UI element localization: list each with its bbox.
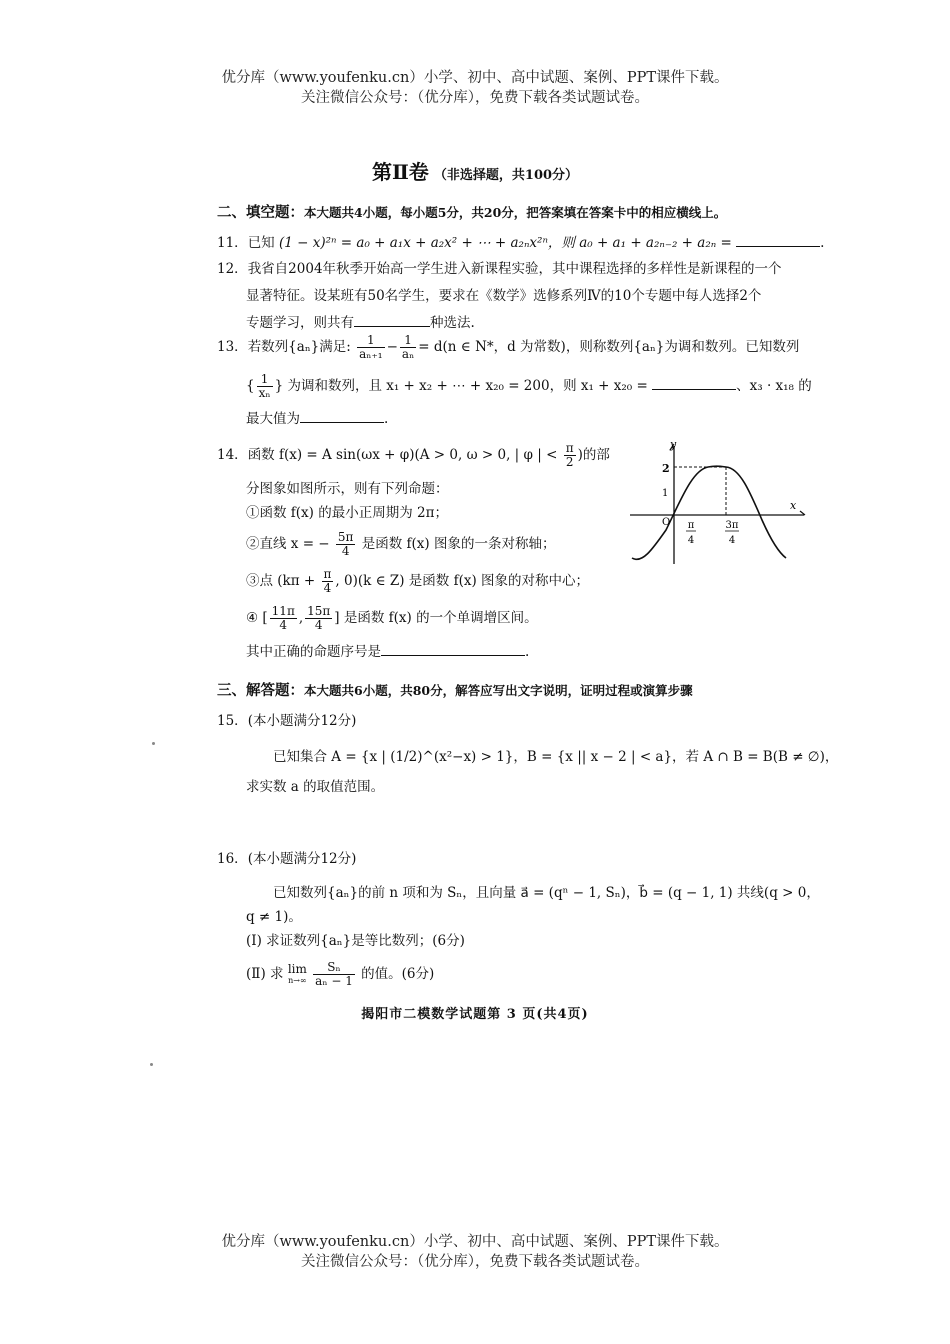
part3-desc: 本大题共6小题，共80分，解答应写出文字说明，证明过程或演算步骤 — [304, 683, 693, 698]
graph-y-label: y — [670, 440, 677, 451]
q11-answer-blank[interactable] — [736, 246, 820, 247]
q16-fraction: $\frac{\text{Sₙ}}{\text{aₙ − 1}}$ — [315, 960, 353, 988]
q13-number: 13． — [217, 339, 248, 355]
q12-line2: 显著特征。设某班有50名学生，要求在《数学》选修系列Ⅳ的10个专题中每人选择2个 — [246, 288, 762, 304]
q13-text-b: = d(n ∈ N*，d 为常数)，则称数列{aₙ}为调和数列。已知数列 — [418, 339, 800, 355]
q16-line1: 已知数列{aₙ}的前 n 项和为 Sₙ，且向量 a⃗ = (qⁿ − 1, Sₙ)，b⃗ = (q − 1, 1) 共线(q > 0， — [273, 885, 820, 901]
q13-tail: . — [384, 411, 389, 427]
question-16 — [217, 849, 820, 988]
question-12 — [217, 259, 782, 333]
q16-score: (本小题满分12分) — [247, 851, 357, 867]
q12-line1: 我省自2004年秋季开始高一学生进入新课程实验，其中课程选择的多样性是新课程的一个 — [247, 261, 782, 277]
q15-text: 已知集合 A = {x | (1/2)^(x²−x) > 1}，B = {x || x − 2 | < a}，若 A ∩ B = B(B ≠ ∅)， — [273, 749, 839, 765]
q13-text-a: 若数列{aₙ}满足: — [247, 339, 351, 355]
q13-fraction-3: $\frac{1}{\text{xₙ}}$ — [258, 372, 271, 400]
q13-minus: − — [386, 339, 398, 355]
q13-text-d: 、x₃ · x₁₈ 的 — [736, 378, 812, 394]
q16-limit: lim n→∞ — [287, 961, 307, 985]
graph-origin: O — [662, 517, 671, 528]
watermark-footer-line-2: 关注微信公众号：（优分库），免费下载各类试题试卷。 — [301, 1254, 649, 1270]
q13-fraction-2: $\frac{1}{\text{aₙ}}$ — [401, 333, 415, 361]
q14-proposition-4: ④ [ $\frac{11\pi}{4}$ , $\frac{15\pi}{4}$ ] 是函数 f(x) 的一个单调增区间。 — [246, 604, 538, 632]
graph-sine-curve — [632, 466, 786, 559]
q14-proposition-1: ①函数 f(x) 的最小正周期为 2π； — [246, 505, 448, 521]
q14-p4-fraction-1: $\frac{11\pi}{4}$ — [271, 604, 295, 632]
graph-x-tick-1-num: π — [687, 520, 695, 531]
watermark-line-2: 关注微信公众号：（优分库），免费下载各类试题试卷。 — [301, 90, 649, 106]
q15-ask: 求实数 a 的取值范围。 — [246, 779, 385, 795]
q14-line2: 分图象如图所示，则有下列命题： — [246, 481, 449, 497]
q16-line2: q ≠ 1)。 — [246, 909, 302, 925]
q11-text: 已知 — [247, 235, 275, 251]
graph-x-tick-2-den: 4 — [728, 535, 736, 546]
section-title-note: （非选择题，共100分） — [433, 168, 579, 183]
q11-formula: (1 − x)²ⁿ = a₀ + a₁x + a₂x² + ⋯ + a₂ₙx²ⁿ，则 a₀ + a₁ + a₂ₙ₋₂ + a₂ₙ = — [278, 235, 732, 251]
watermark-line-1: 优分库（www.youfenku.cn）小学、初中、高中试题、案例、PPT课件下载。 — [221, 70, 729, 86]
q14-last-line: 其中正确的命题序号是 . — [246, 644, 530, 660]
q14-answer-blank[interactable] — [381, 655, 525, 656]
q14-fraction: $\frac{\pi}{2}$ — [565, 441, 574, 469]
q16-part2: (Ⅱ) 求 lim n→∞ $\frac{\text{Sₙ}}{\text{aₙ − 1}}$ 的值。(6分) — [246, 960, 435, 988]
q14-p4-fraction-2: $\frac{15\pi}{4}$ — [307, 604, 331, 632]
q14-number: 14． — [217, 447, 248, 463]
q14-line1: 函数 f(x) = A sin(ωx + φ)(A > 0, ω > 0, | φ | < — [247, 447, 558, 463]
graph-x-tick-1-den: 4 — [687, 535, 695, 546]
q15-score: (本小题满分12分) — [247, 713, 357, 729]
q13-text-e: 最大值为 — [246, 411, 300, 427]
graph-y-tick-2: 2 — [662, 462, 670, 475]
q14-function-graph — [628, 440, 810, 566]
part2-desc: 本大题共4小题，每小题5分，共20分，把答案填在答案卡中的相应横线上。 — [304, 205, 727, 220]
q14-p3-fraction: $\frac{\pi}{4}$ — [323, 567, 332, 595]
q14-proposition-2: ②直线 x = − $\frac{5\pi}{4}$ 是函数 f(x) 图象的一条对称轴； — [246, 530, 556, 558]
graph-x-tick-2-num: 3π — [725, 520, 739, 531]
graph-y-tick-1: 1 — [662, 488, 669, 499]
question-13: 13．若数列{aₙ}满足: $\frac{1}{\text{aₙ₊₁}}$ − $\frac{1}{\text{aₙ}}$ = d(n ∈ N*，d 为常数)，则称数列{aₙ}为调和数列。已知数列 { $\frac{1}{\text{xₙ}}$ } 为调和数列，且 x₁ + x₂ + ⋯ + x₂₀ = 200，则 x₁ + x₂₀ = 、x₃ · x₁₈ 的 最大值为 . — [217, 333, 812, 427]
q15-number: 15． — [217, 713, 248, 729]
watermark-footer-line-1: 优分库（www.youfenku.cn）小学、初中、高中试题、案例、PPT课件下载。 — [221, 1234, 729, 1250]
q12-line3b: 种选法. — [430, 315, 475, 331]
q11-number: 11． — [217, 235, 248, 251]
section-title-main: 第Ⅱ卷 — [371, 160, 429, 184]
question-14 — [217, 442, 610, 662]
q13-answer-blank-1[interactable] — [652, 389, 736, 390]
q13-text-c: 为调和数列，且 x₁ + x₂ + ⋯ + x₂₀ = 200，则 x₁ + x₂₀ = — [287, 378, 648, 394]
section-title — [0, 156, 950, 185]
q16-number: 16． — [217, 851, 248, 867]
q14-line1-tail: )的部 — [577, 447, 610, 463]
q16-part1: (Ⅰ) 求证数列{aₙ}是等比数列；(6分) — [246, 933, 465, 949]
question-11 — [217, 233, 824, 253]
page-footer: 揭阳市二模数学试题第 3 页(共4页) — [361, 1007, 589, 1022]
q14-p2-fraction: $\frac{5\pi}{4}$ — [337, 530, 354, 558]
q13-answer-blank-2[interactable] — [300, 422, 384, 423]
scan-speck — [152, 742, 155, 745]
q12-line3 — [246, 313, 782, 333]
q12-line3a: 专题学习，则共有 — [246, 315, 354, 331]
part3-label: 三、解答题： — [217, 682, 304, 699]
q14-proposition-3: ③点 (kπ + $\frac{\pi}{4}$ , 0)(k ∈ Z) 是函数 f(x) 图象的对称中心； — [246, 567, 590, 595]
part2-label: 二、填空题： — [217, 204, 304, 221]
q13-fraction-1: $\frac{1}{\text{aₙ₊₁}}$ — [359, 333, 383, 361]
part2-heading — [217, 203, 726, 223]
question-15 — [217, 711, 838, 797]
q12-number: 12． — [217, 261, 248, 277]
q11-tail: . — [820, 235, 825, 251]
q12-answer-blank[interactable] — [354, 326, 430, 327]
graph-x-label: x — [790, 499, 797, 512]
scan-speck — [150, 1063, 153, 1066]
part3-heading — [217, 681, 693, 701]
